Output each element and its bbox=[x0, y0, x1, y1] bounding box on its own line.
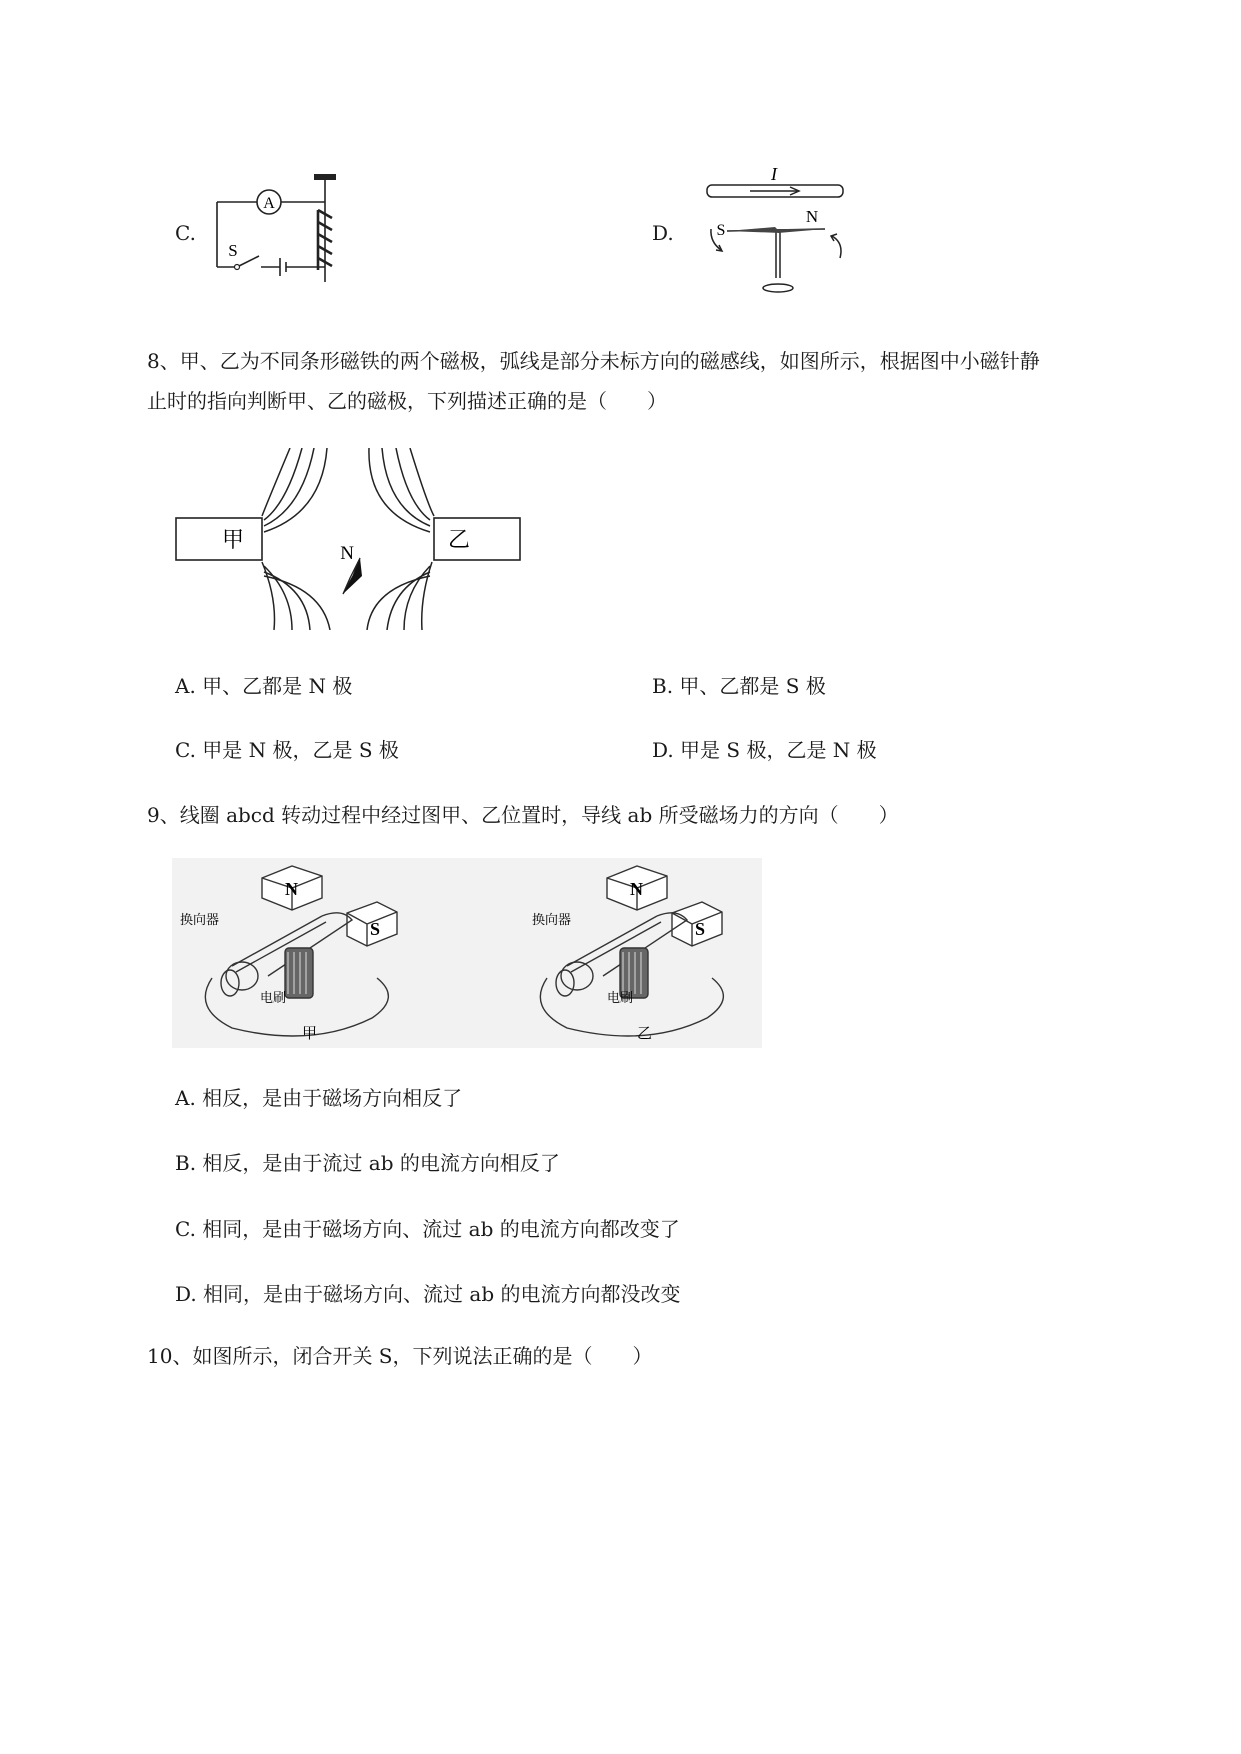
switch-label: S bbox=[228, 241, 238, 260]
ammeter-label: A bbox=[263, 195, 275, 212]
q9-option-d: D. 相同，是由于磁场方向、流过 ab 的电流方向都没改变 bbox=[175, 1282, 681, 1306]
q9-stem: 9、线圈 abcd 转动过程中经过图甲、乙位置时，导线 ab 所受磁场力的方向（ ） bbox=[147, 803, 899, 827]
q8-stem-line1: 8、甲、乙为不同条形磁铁的两个磁极，弧线是部分未标方向的磁感线，如图所示，根据图中小磁针静 bbox=[147, 349, 1040, 373]
yi-commutator-label: 换向器 bbox=[532, 912, 572, 927]
north-pole-label: N bbox=[805, 207, 819, 226]
q8-option-a: A. 甲、乙都是 N 极 bbox=[175, 674, 353, 698]
figure-q7d-oersted-experiment bbox=[685, 160, 865, 300]
q8-stem-line2: 止时的指向判断甲、乙的磁极，下列描述正确的是（ ） bbox=[147, 389, 667, 413]
magnet-yi-label: 乙 bbox=[448, 527, 471, 552]
option-d-label: D. bbox=[652, 221, 674, 245]
q9-option-c: C. 相同，是由于磁场方向、流过 ab 的电流方向都改变了 bbox=[175, 1217, 680, 1241]
current-label: I bbox=[771, 164, 777, 184]
jia-north-label: N bbox=[285, 879, 298, 899]
needle-n-label: N bbox=[340, 543, 354, 564]
jia-brush-label: 电刷 bbox=[260, 990, 287, 1005]
south-pole-label: S bbox=[716, 222, 726, 239]
q8-option-b: B. 甲、乙都是 S 极 bbox=[652, 674, 826, 698]
q10-stem: 10、如图所示，闭合开关 S，下列说法正确的是（ ） bbox=[147, 1344, 653, 1368]
nail-head bbox=[314, 174, 336, 180]
jia-commutator-label: 换向器 bbox=[180, 912, 220, 927]
magnet-jia bbox=[176, 518, 262, 560]
yi-north-label: N bbox=[630, 879, 643, 899]
q8-option-c: C. 甲是 N 极，乙是 S 极 bbox=[175, 738, 399, 762]
q8-option-d: D. 甲是 S 极，乙是 N 极 bbox=[652, 738, 877, 762]
figure-q8-magnetic-field bbox=[172, 448, 532, 630]
yi-brush-label: 电刷 bbox=[607, 990, 634, 1005]
figure-q7c-electromagnet-circuit bbox=[205, 170, 345, 290]
magnet-yi bbox=[434, 518, 520, 560]
field-lines bbox=[262, 448, 434, 630]
jia-south-label: S bbox=[370, 919, 381, 939]
q9-option-b: B. 相反，是由于流过 ab 的电流方向相反了 bbox=[175, 1151, 560, 1175]
q9-option-a: A. 相反，是由于磁场方向相反了 bbox=[175, 1086, 463, 1110]
magnet-jia-label: 甲 bbox=[221, 527, 244, 552]
figure-q9-motor-positions bbox=[172, 858, 762, 1048]
yi-south-label: S bbox=[695, 919, 706, 939]
option-c-label: C. bbox=[175, 221, 196, 245]
jia-figure-label: 甲 bbox=[302, 1026, 318, 1042]
yi-figure-label: 乙 bbox=[637, 1026, 653, 1042]
